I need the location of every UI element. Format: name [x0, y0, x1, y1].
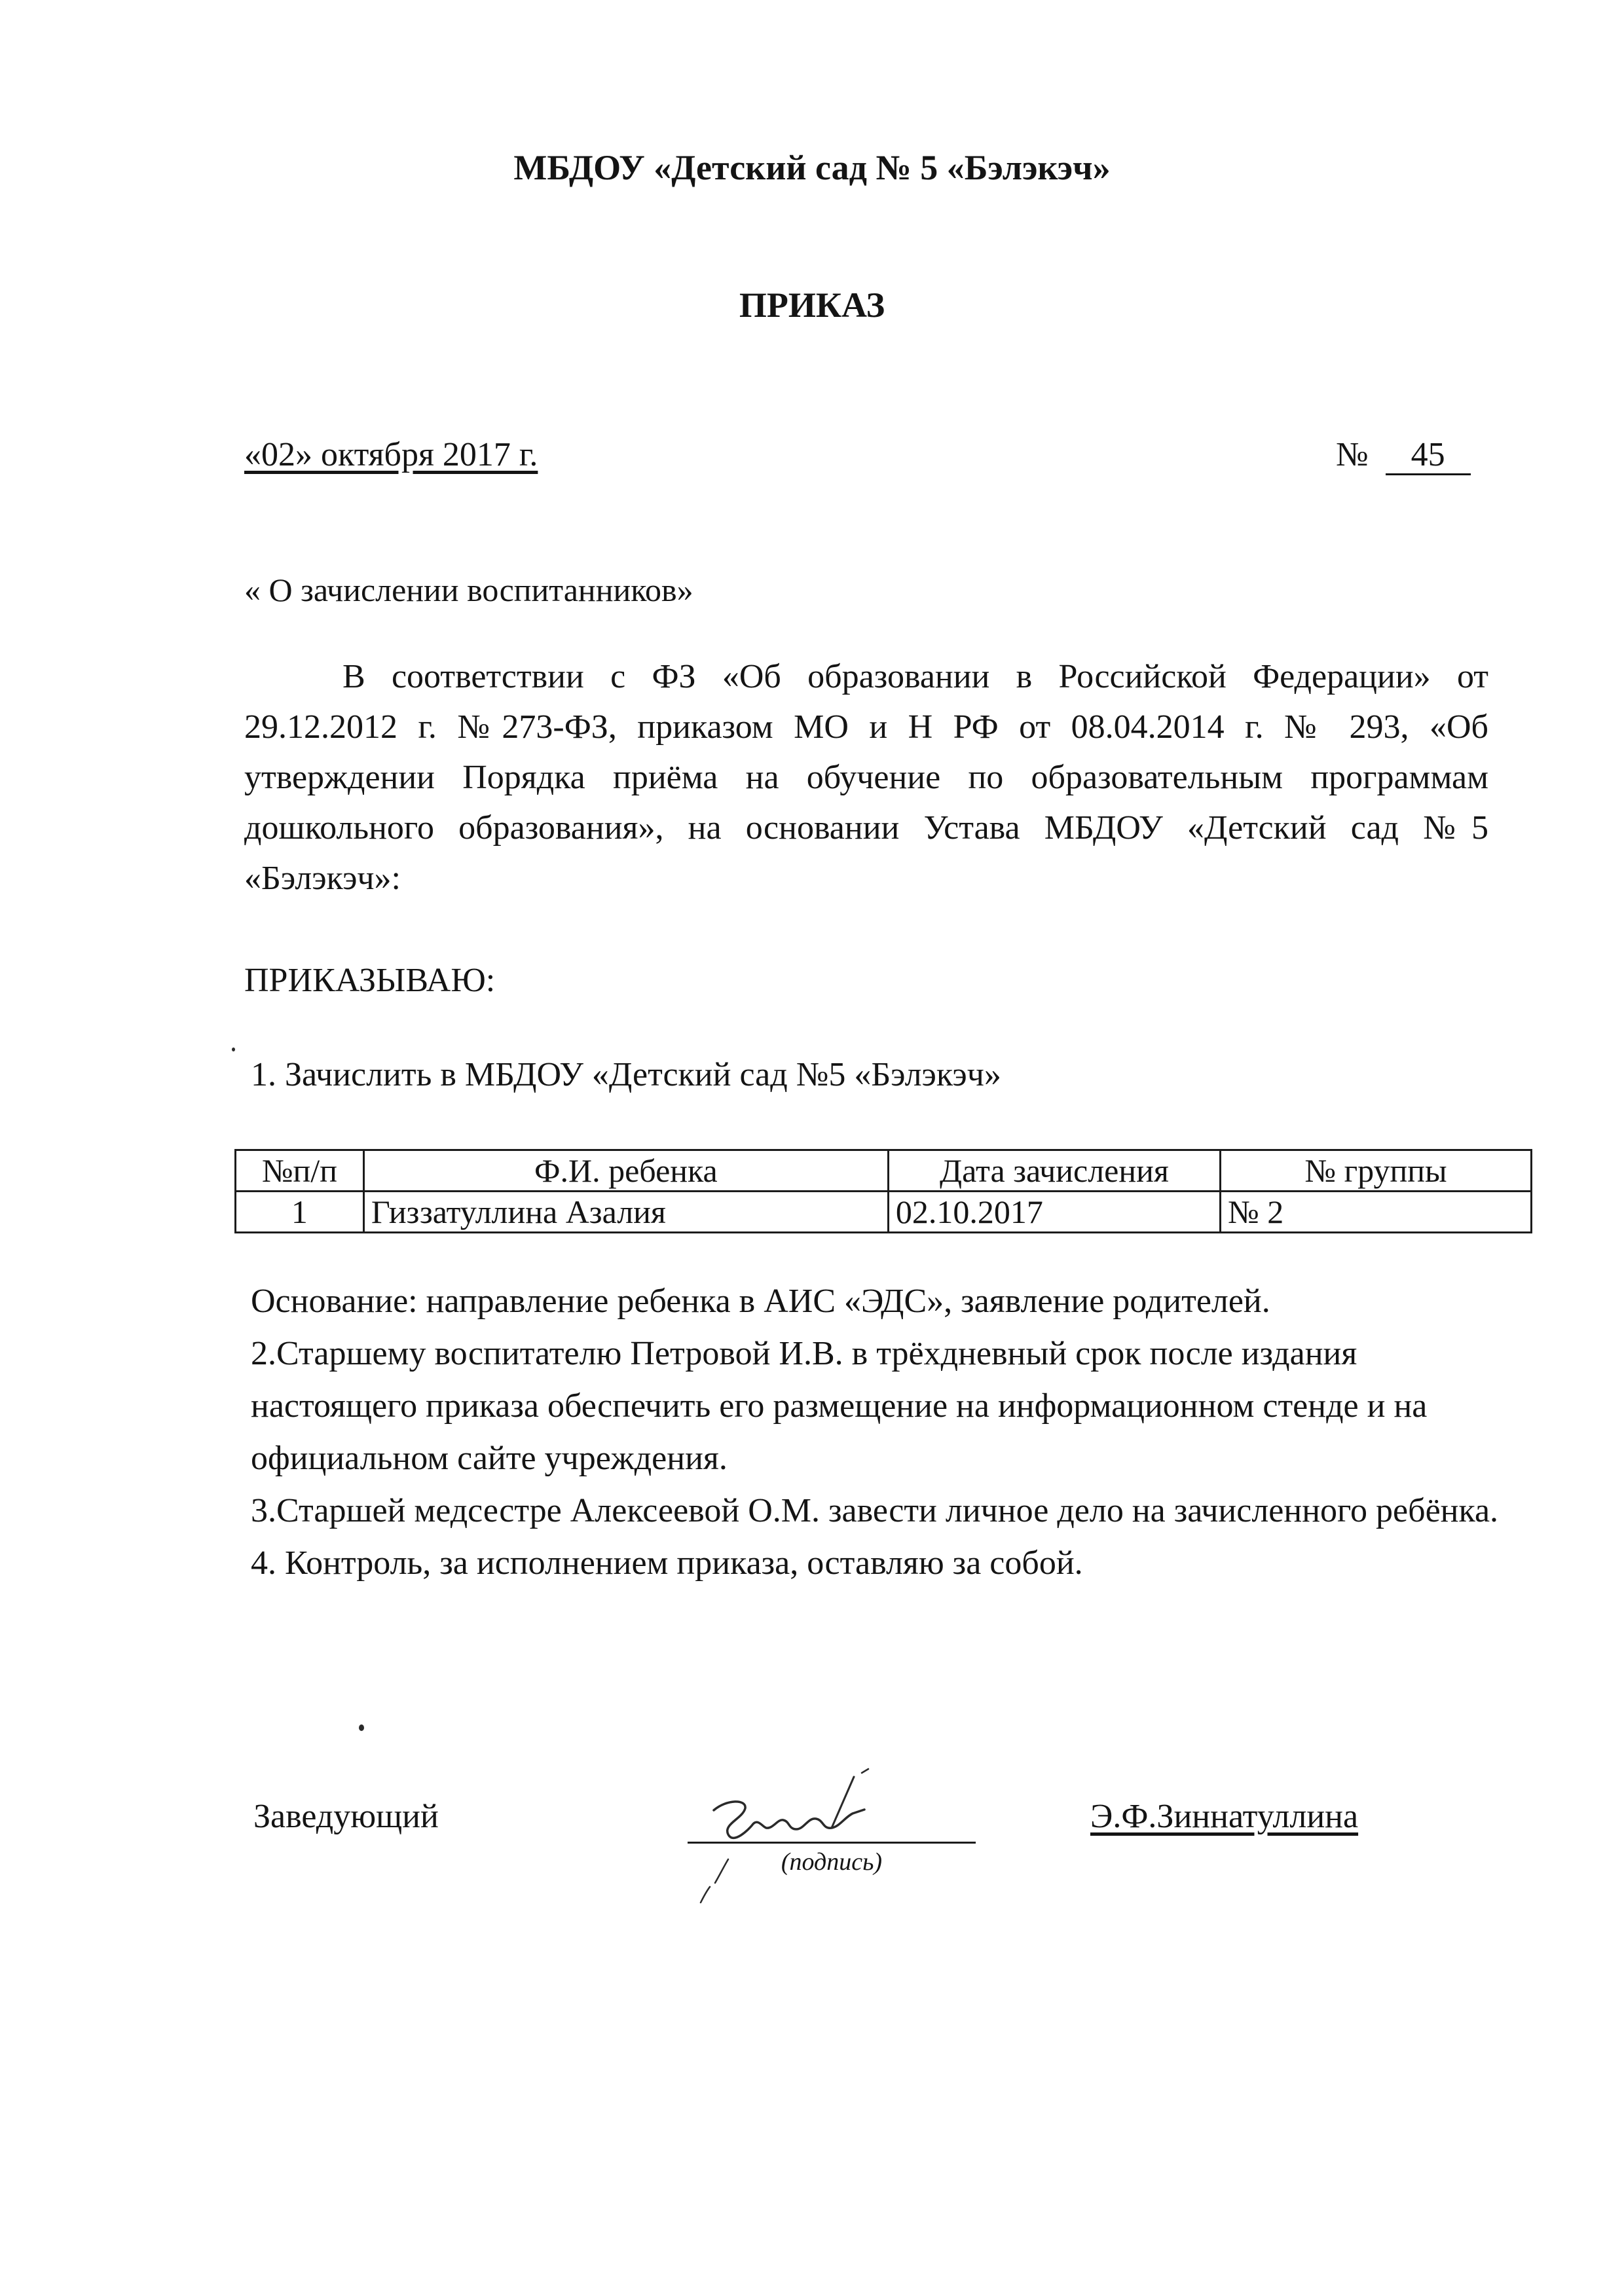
basis-paragraph: Основание: направление ребенка в АИС «ЭДС», заявление родителей.	[251, 1283, 1270, 1320]
order-number	[1336, 435, 1471, 475]
preamble-paragraph: В соответствии с ФЗ «Об образовании в Российской Федерации» от 29.12.2012 г. №273-ФЗ, приказом МО и Н РФ от 08.04.2014 г. № 293, «Об утверждении Порядка приёма на обучение по образовательным программам дошкольного образования», на основании Устава МБДОУ «Детский сад №5 «Бэлэкэч»:	[244, 658, 1488, 897]
number-value: 45	[1386, 437, 1471, 475]
signer-name: Э.Ф.Зиннатуллина	[1090, 1798, 1359, 1835]
document-type-title: ПРИКАЗ	[739, 285, 885, 325]
header-enroll-date: Дата зачисления	[888, 1150, 1220, 1192]
scan-speck	[232, 1048, 235, 1051]
enrollment-table	[234, 1149, 1532, 1233]
item-4-paragraph: 4. Контроль, за исполнением приказа, оставляю за собой.	[251, 1544, 1083, 1582]
scan-speck	[359, 1724, 364, 1731]
item-2-paragraph: 2.Старшему воспитателю Петровой И.В. в трёхдневный срок после издания настоящего приказа обеспечить его размещение на информационном стенде и на официальном сайте учреждения.	[251, 1335, 1428, 1477]
order-word: ПРИКАЗЫВАЮ:	[244, 962, 496, 999]
signature-line	[688, 1842, 976, 1844]
header-child-name: Ф.И. ребенка	[363, 1150, 888, 1192]
signer-position: Заведующий	[253, 1798, 439, 1835]
cell-group: № 2	[1221, 1192, 1532, 1233]
handwritten-signature	[668, 1761, 917, 1918]
number-sign: №	[1336, 436, 1369, 473]
cell-number: 1	[236, 1192, 364, 1233]
order-date: «02» октября 2017 г.	[244, 436, 538, 473]
table-row	[236, 1192, 1532, 1233]
table-header-row	[236, 1150, 1532, 1192]
signature-caption: (подпись)	[781, 1848, 883, 1876]
order-body	[251, 1275, 1528, 1590]
organization-title: МБДОУ «Детский сад № 5 «Бэлэкэч»	[513, 148, 1111, 187]
item-3-paragraph: 3.Старшей медсестре Алексеевой О.М. завести личное дело на зачисленного ребёнка.	[251, 1492, 1499, 1529]
cell-enroll-date: 02.10.2017	[888, 1192, 1220, 1233]
item-1-enroll: 1. Зачислить в МБДОУ «Детский сад №5 «Бэлэкэч»	[251, 1056, 1001, 1093]
header-number: №п/п	[236, 1150, 364, 1192]
order-subject: « О зачислении воспитанников»	[244, 572, 693, 608]
cell-child-name: Гиззатуллина Азалия	[363, 1192, 888, 1233]
header-group: № группы	[1221, 1150, 1532, 1192]
